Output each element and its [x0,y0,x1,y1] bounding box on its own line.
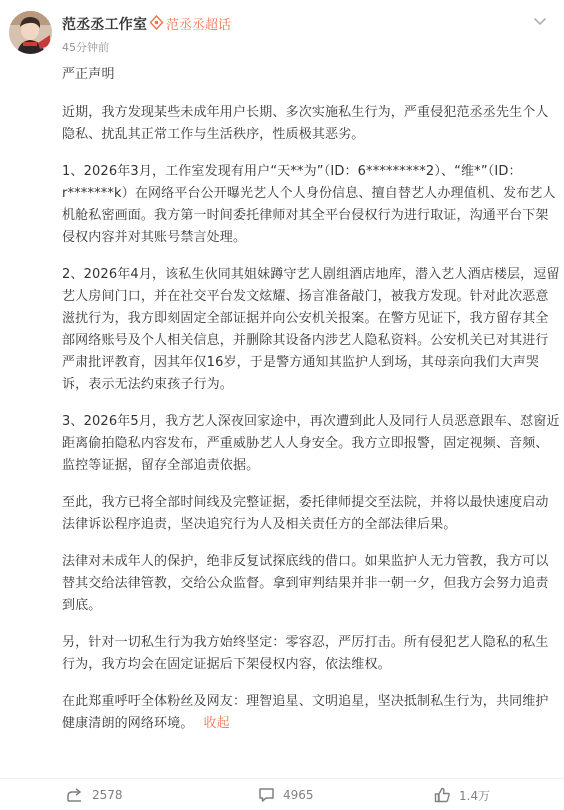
author-avatar[interactable] [9,11,52,54]
paragraph-item-1: 1、2026年3月，工作室发现有用户“天**为”（ID：6*********2）、“维*”（ID：r*******k）在网络平台公开曝光艺人个人身份信息、擅自替艺人办理值机、发布艺人机舱私密画面。我方第一时间委托律师对其全平台侵权行为进行取证，沟通平台下架侵权内容并对其账号禁言处理。 [62,164,556,245]
paragraph-minor-protection: 法律对未成年人的保护，绝非反复试探底线的借口。如果监护人无力管教，我方可以替其交给法律管教，交给公众监督。拿到审判结果并非一朝一夕，但我方会努力追责到底。 [62,554,549,613]
collapse-link[interactable]: 收起 [203,716,230,731]
author-name[interactable]: 范丞丞工作室 [62,17,148,33]
supertopic-icon [149,15,164,30]
like-button[interactable] [434,786,490,804]
repost-icon [66,787,84,803]
post-content [62,58,560,750]
repost-button[interactable] [66,786,123,804]
post-header [0,0,564,64]
statement-title: 严正声明 [62,67,115,82]
thumbs-up-icon [434,787,451,803]
paragraph-legal-action: 至此，我方已将全部时间线及完整证据，委托律师提交至法院，并将以最快速度启动法律诉讼程序追责，坚决追究行为人及相关责任方的全部法律后果。 [62,495,549,532]
comment-button[interactable] [258,786,314,804]
more-options-button[interactable] [530,12,550,30]
paragraph-appeal [62,691,560,735]
action-bar [0,778,564,810]
appeal-text: 在此郑重呼吁全体粉丝及网友：理智追星、文明追星，坚决抵制私生行为，共同维护健康清朗的网络环境。 [62,694,549,731]
chevron-down-icon [533,17,547,26]
post-time[interactable]: 45分钟前 [62,41,109,54]
like-count: 1.4万 [459,788,491,803]
paragraph-zero-tolerance: 另，针对一切私生行为我方始终坚定：零容忍，严厉打击。所有侵犯艺人隐私的私生行为，我方均会在固定证据后下架侵权内容，依法维权。 [62,635,549,672]
comment-count: 4965 [283,788,314,802]
supertopic-link[interactable]: 范丞丞超话 [166,18,232,33]
comment-icon [258,787,275,803]
paragraph-item-2: 2、2026年4月，该私生伙同其姐妹蹲守艺人剧组酒店地库，潜入艺人酒店楼层，逗留艺人房间门口，并在社交平台发文炫耀、扬言准备敲门，被我方发现。针对此次恶意滋扰行为，我方即刻固定全部证据并向公安机关报案。在警方见证下，我方留存其全部网络账号及个人相关信息，并删除其设备内涉艺人隐私资料。公安机关已对其进行严肃批评教育，因其年仅16岁，于是警方通知其监护人到场，其母亲向我们大声哭诉，表示无法约束孩子行为。 [62,267,560,392]
paragraph-intro: 近期，我方发现某些未成年用户长期、多次实施私生行为，严重侵犯范丞丞先生个人隐私、扰乱其正常工作与生活秩序，性质极其恶劣。 [62,105,549,142]
paragraph-item-3: 3、2026年5月，我方艺人深夜回家途中，再次遭到此人及同行人员恶意跟车、怼窗近距离偷拍隐私内容发布，严重威胁艺人人身安全。我方立即报警，固定视频、音频、监控等证据，留存全部追责依据。 [62,414,560,473]
repost-count: 2578 [92,788,123,802]
